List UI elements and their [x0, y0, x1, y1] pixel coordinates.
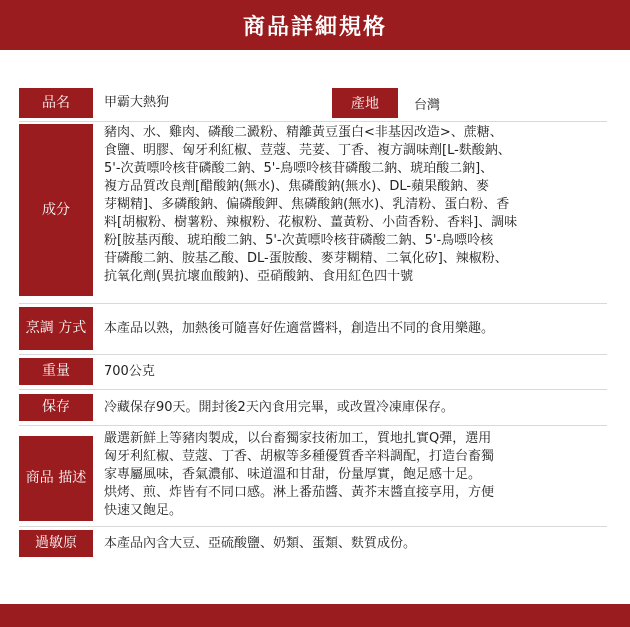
label-weight: 重量	[19, 358, 93, 385]
value-origin: 台灣	[414, 97, 441, 113]
divider	[19, 121, 607, 122]
value-weight: 700公克	[104, 363, 155, 379]
value-allergen: 本產品內含大豆、亞硫酸鹽、奶類、蛋類、麩質成份。	[104, 535, 417, 551]
divider	[19, 354, 607, 355]
divider	[19, 389, 607, 390]
label-cooking: 烹調 方式	[19, 307, 93, 350]
label-origin: 產地	[332, 88, 398, 118]
label-ingredients: 成分	[19, 124, 93, 296]
label-description: 商品 描述	[19, 436, 93, 521]
divider	[19, 303, 607, 304]
value-cooking: 本產品以熟，加熱後可隨喜好佐適當醬料，創造出不同的食用樂趣。	[104, 320, 495, 336]
label-name: 品名	[19, 88, 93, 118]
value-name: 甲霸大熱狗	[104, 95, 170, 110]
footer-bar	[0, 604, 630, 627]
value-ingredients: 豬肉、水、雞肉、磷酸二澱粉、精離黃豆蛋白<非基因改造>、蔗糖、 食鹽、明膠、匈牙利紅椒、荳蔻、芫荽、丁香、複方調味劑[L-麩酸鈉、 5'-次黃嘌呤核苷磷酸二鈉、5'-鳥嘌呤核苷磷酸二鈉、琥珀酸二鈉]、 複方品質改良劑[醋酸鈉(無水)、焦磷酸鈉(無水)、DL-蘋果酸鈉、麥 芽糊精]、多磷酸鈉、偏磷酸鉀、焦磷酸鈉(無水)、乳清粉、蛋白粉、香 料[胡椒粉、樹薯粉、辣椒粉、花椒粉、薑黃粉、小茴香粉、香料]、調味 粉[胺基丙酸、琥珀酸二鈉、5'-次黃嘌呤核苷磷酸二鈉、5'-鳥嘌呤核 苷磷酸二鈉、胺基乙酸、DL-蛋胺酸、麥芽糊精、二氧化矽]、辣椒粉、 抗氧化劑(異抗壞血酸鈉)、亞硝酸鈉、食用紅色四十號	[104, 125, 518, 284]
page-title: 商品詳細規格	[0, 0, 630, 50]
label-allergen: 過敏原	[19, 530, 93, 557]
divider	[19, 526, 607, 527]
value-description: 嚴選新鮮上等豬肉製成，以台畜獨家技術加工，質地扎實Q彈，選用 匈牙利紅椒、荳蔻、丁香、胡椒等多種優質香辛料調配，打造台畜獨 家專屬風味，香氣濃郁、味道溫和甘甜，份量厚實，飽足感十足。 烘烤、煎、炸皆有不同口感。淋上番茄醬、黃芥末醬直接享用，方便 快速又飽足。	[104, 431, 495, 518]
label-storage: 保存	[19, 394, 93, 421]
divider	[19, 425, 607, 426]
value-storage: 冷藏保存90天。開封後2天內食用完畢，或改置冷凍庫保存。	[104, 399, 454, 415]
